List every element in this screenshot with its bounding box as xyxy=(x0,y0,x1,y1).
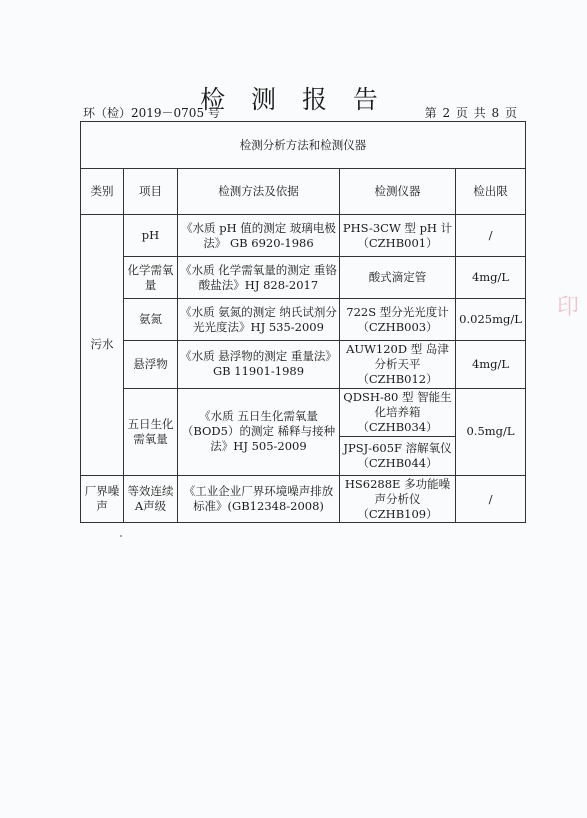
item-cell: 氨氮 xyxy=(124,299,178,341)
table-header-row xyxy=(81,169,526,215)
category-cell: 污水 xyxy=(81,215,124,476)
column-header-item: 项目 xyxy=(124,169,178,215)
table-row xyxy=(81,215,526,257)
method-instrument-table xyxy=(80,121,526,523)
limit-cell: 4mg/L xyxy=(456,257,526,299)
item-cell: pH xyxy=(124,215,178,257)
instrument-cell: HS6288E 多功能噪声分析仪（CZHB109） xyxy=(340,475,456,523)
item-cell: 化学需氧量 xyxy=(124,257,178,299)
method-cell: 《水质 pH 值的测定 玻璃电极法》 GB 6920-1986 xyxy=(178,215,340,257)
instrument-cell: JPSJ-605F 溶解氧仪（CZHB044） xyxy=(340,436,456,475)
item-cell: 五日生化需氧量 xyxy=(124,388,178,475)
instrument-cell: QDSH-80 型 智能生化培养箱（CZHB034） xyxy=(340,388,456,436)
column-header-method: 检测方法及依据 xyxy=(178,169,340,215)
table-row xyxy=(81,388,526,436)
limit-cell: / xyxy=(456,475,526,523)
limit-cell: / xyxy=(456,215,526,257)
method-cell: 《水质 悬浮物的测定 重量法》GB 11901-1989 xyxy=(178,341,340,389)
section-title: 检测分析方法和检测仪器 xyxy=(81,122,526,169)
method-cell: 《水质 五日生化需氧量（BOD5）的测定 稀释与接种法》HJ 505-2009 xyxy=(178,388,340,475)
limit-cell: 4mg/L xyxy=(456,341,526,389)
speck xyxy=(120,535,122,537)
instrument-cell: PHS-3CW 型 pH 计（CZHB001） xyxy=(340,215,456,257)
table-row xyxy=(81,299,526,341)
page-number: 第 2 页 共 8 页 xyxy=(424,106,517,120)
seal-fragment-icon: 印 xyxy=(557,295,580,320)
page-title: 检 测 报 告 xyxy=(200,85,387,114)
category-cell: 厂界噪声 xyxy=(81,475,124,523)
column-header-instrument: 检测仪器 xyxy=(340,169,456,215)
method-cell: 《工业企业厂界环境噪声排放标准》(GB12348-2008) xyxy=(178,475,340,523)
limit-cell: 0.025mg/L xyxy=(456,299,526,341)
column-header-category: 类别 xyxy=(81,169,124,215)
instrument-cell: 722S 型分光光度计（CZHB003） xyxy=(340,299,456,341)
report-number: 环（检）2019－0705 号 xyxy=(83,106,220,120)
item-cell: 悬浮物 xyxy=(124,341,178,389)
instrument-cell: AUW120D 型 岛津分析天平（CZHB012） xyxy=(340,341,456,389)
table-row xyxy=(81,475,526,523)
table-row xyxy=(81,257,526,299)
item-cell: 等效连续A声级 xyxy=(124,475,178,523)
table-row xyxy=(81,341,526,389)
method-cell: 《水质 化学需氧量的测定 重铬酸盐法》HJ 828-2017 xyxy=(178,257,340,299)
instrument-cell: 酸式滴定管 xyxy=(340,257,456,299)
limit-cell: 0.5mg/L xyxy=(456,388,526,475)
column-header-limit: 检出限 xyxy=(456,169,526,215)
method-cell: 《水质 氨氮的测定 纳氏试剂分光光度法》HJ 535-2009 xyxy=(178,299,340,341)
